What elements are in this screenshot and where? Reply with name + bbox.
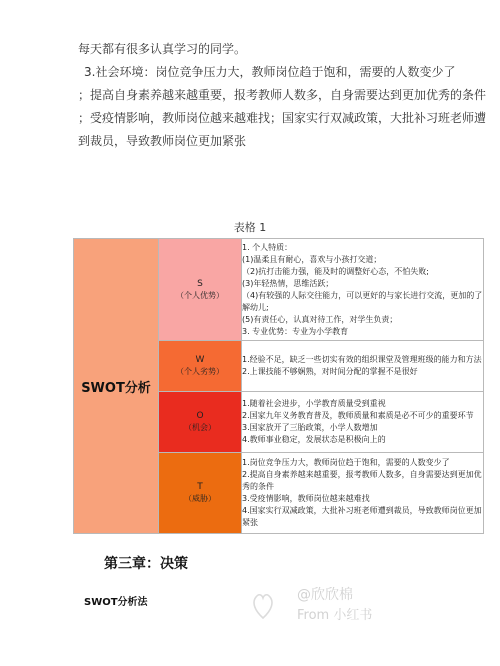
description-line: 3.受疫情影响，教师岗位越来越难找 <box>242 494 370 503</box>
table-caption: 表格 1 <box>233 221 267 234</box>
swot-table <box>73 238 484 534</box>
description-line: 2.国家九年义务教育普及，教师质量和素质是必不可少的重要环节 <box>242 411 474 420</box>
description-line: 3. 专业优势：专业为小学教育 <box>242 326 349 336</box>
description-line: 4.教师事业稳定，发展状态是积极向上的 <box>242 435 386 444</box>
chapter-title: 第三章：决策 <box>104 556 188 572</box>
watermark-name: @欣欣棉 <box>297 587 353 603</box>
description-opportunity <box>242 392 484 453</box>
description-line: （2)抗打击能力强，能及时的调整好心态，不怕失败; <box>242 266 429 276</box>
description-threat <box>242 453 484 534</box>
category-letter: S <box>197 278 203 289</box>
description-line: 2.上课技能不够娴熟，对时间分配的掌握不是很好 <box>242 367 418 376</box>
category-letter: T <box>197 482 203 492</box>
section-subheading: SWOT分析法 <box>84 597 148 608</box>
category-threat <box>159 453 242 534</box>
description-weakness <box>242 341 484 392</box>
description-line: 1.经验不足，缺乏一些切实有效的组织课堂及管理班级的能力和方法 <box>242 355 482 364</box>
category-label: （机会） <box>184 423 216 432</box>
category-weakness <box>159 341 242 392</box>
intro-line: 到裁员，导致教师岗位更加紧张 <box>78 134 247 148</box>
category-opportunity <box>159 392 242 453</box>
intro-line: 每天都有很多认真学习的同学。 <box>78 42 247 56</box>
category-label: （威胁） <box>184 494 216 503</box>
description-line: (5)有责任心，认真对待工作，对学生负责； <box>242 314 398 324</box>
description-line: 1.随着社会进步，小学教育质量受到重视 <box>242 399 386 408</box>
category-label: （个人优势） <box>176 290 224 300</box>
watermark-source: From 小红书 <box>297 608 373 623</box>
description-line: (1)温柔且有耐心，喜欢与小孩打交道； <box>242 254 382 264</box>
category-strength <box>159 239 242 341</box>
description-line: 1. 个人特质： <box>242 242 293 252</box>
intro-line: 3.社会环境：岗位竞争压力大，教师岗位趋于饱和，需要的人数变少了 <box>84 65 456 79</box>
category-letter: W <box>195 355 205 365</box>
description-line: 3.国家放开了三胎政策，小学人数增加 <box>242 423 378 432</box>
swot-main-label: SWOT分析 <box>74 239 159 534</box>
category-letter: O <box>196 411 204 421</box>
heart-icon <box>252 588 274 622</box>
intro-line: ；受疫情影响，教师岗位越来越难找；国家实行双减政策，大批补习班老师遭 <box>78 111 487 125</box>
description-strength <box>242 239 484 341</box>
description-line: 1.岗位竞争压力大，教师岗位趋于饱和，需要的人数变少了 <box>242 458 450 467</box>
description-line: （4)有较强的人际交往能力，可以更好的与家长进行交流，更加的了解幼儿; <box>242 290 483 312</box>
category-label: （个人劣势） <box>176 367 224 376</box>
description-line: 2.提高自身素养越来越重要，报考教师人数多，自身需要达到更加优秀的条件 <box>242 470 482 491</box>
description-line: (3)年轻热情，思维活跃； <box>242 278 334 288</box>
intro-line: ；提高自身素养越来越重要，报考教师人数多，自身需要达到更加优秀的条件 <box>78 88 487 102</box>
description-line: 4.国家实行双减政策，大批补习班老师遭到裁员，导致教师岗位更加紧张 <box>242 506 482 527</box>
table-row-strength <box>74 239 484 341</box>
intro-paragraph <box>78 38 487 153</box>
